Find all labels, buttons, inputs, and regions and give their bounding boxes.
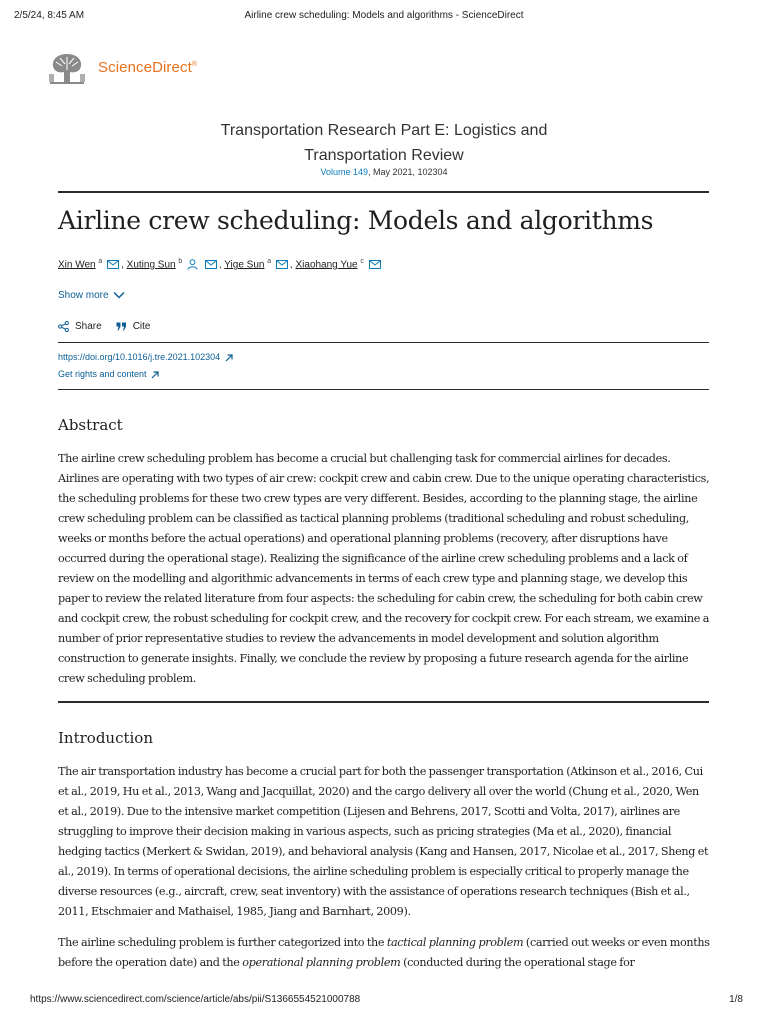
volume-info	[0, 167, 768, 177]
divider	[58, 191, 709, 193]
abstract-heading: Abstract	[58, 416, 123, 434]
affiliation-marker[interactable]: a	[98, 258, 103, 265]
page-number: 1/8	[729, 994, 743, 1005]
author-link[interactable]: Xin Wen	[58, 259, 96, 271]
email-icon[interactable]	[369, 260, 381, 269]
cite-button[interactable]	[116, 321, 151, 332]
email-icon[interactable]	[205, 260, 217, 269]
journal-line-2: Transportation Review	[304, 147, 464, 164]
print-url: https://www.sciencedirect.com/science/article/abs/pii/S1366554521000788	[30, 994, 361, 1005]
print-date: 2/5/24, 8:45 AM	[14, 10, 85, 21]
brand-name: ScienceDirect®	[98, 59, 198, 76]
email-icon[interactable]	[276, 260, 288, 269]
introduction-heading: Introduction	[58, 729, 153, 747]
journal-name[interactable]	[0, 118, 768, 168]
elsevier-tree-icon	[46, 48, 88, 86]
volume-link[interactable]: Volume 149	[320, 167, 368, 177]
email-icon[interactable]	[107, 260, 119, 269]
cite-label: Cite	[132, 321, 151, 332]
author-link[interactable]: Xiaohang Yue	[295, 259, 358, 271]
rights-link[interactable]: Get rights and content	[58, 369, 161, 379]
divider	[58, 342, 709, 343]
journal-line-1: Transportation Research Part E: Logistics and	[220, 122, 548, 139]
affiliation-marker[interactable]: b	[178, 258, 183, 265]
author-link[interactable]: Yige Sun	[224, 259, 265, 271]
chevron-down-icon	[113, 291, 125, 299]
share-button[interactable]	[58, 321, 102, 332]
show-more-button[interactable]	[58, 290, 127, 301]
print-page-title: Airline crew scheduling: Models and algorithms - ScienceDirect	[244, 10, 524, 21]
affiliation-marker[interactable]: a	[267, 258, 272, 265]
external-arrow-icon	[225, 354, 233, 362]
author-list: Xin Wen $^a$ , Xuting Sun $^b$ , Yige Sun $^a$ , Xiaohang Yue $^c$	[58, 258, 383, 270]
person-icon[interactable]	[187, 259, 198, 270]
divider	[58, 701, 709, 703]
affiliation-marker[interactable]: c	[360, 258, 364, 265]
share-icon	[58, 321, 69, 332]
author-link[interactable]: Xuting Sun	[126, 259, 176, 271]
article-title: Airline crew scheduling: Models and algorithms	[58, 206, 654, 235]
divider	[58, 389, 709, 390]
doi-link[interactable]: https://doi.org/10.1016/j.tre.2021.102304	[58, 352, 235, 362]
share-label: Share	[75, 321, 102, 332]
introduction-paragraph: The air transportation industry has become a crucial part for both the passenger transportation (Atkinson et al., 2016, Cui et al., 2019, Hu et al., 2013, Wang and Jacquillat, 2020) and the cargo delivery all over the world (Chung et al., 2020, Wen et al., 2019). Due to the intensive market competition (Lijesen and Behrens, 2017, Scotti and Volta, 2017), airlines are struggling to improve their decision making in various aspects, such as pricing strategies (Ma et al., 2020), financial hedging tactics (Merkert & Swidan, 2019), and behavioral analysis (Kang and Hansen, 2017, Nicolae et al., 2017, Sheng et al., 2019). In terms of operational decisions, the airline scheduling problem is especially critical to properly manage the diverse resources (e.g., aircraft, crew, seat inventory) with the assistance of operations research techniques (Bish et al., 2011, Etschmaier and Mathaisel, 1985, Jiang and Barnhart, 2009).	[58, 765, 709, 918]
quote-icon	[116, 322, 127, 331]
introduction-paragraph: The airline scheduling problem is further categorized into the tactical planning problem (carried out weeks or even months before the operation date) and the operational planning problem (conducted during the operational stage for	[58, 936, 710, 969]
external-arrow-icon	[151, 371, 159, 379]
abstract-text: The airline crew scheduling problem has become a crucial but challenging task for commercial airlines for decades. Airlines are operating with two types of air crew: cockpit crew and cabin crew. Due to the unique operating characteristics, the scheduling problems for these two crew types are very different. Besides, according to the planning stage, the airline crew scheduling problem can be classified as tactical planning problems (traditional scheduling and robust scheduling, weeks or months before the actual operations) and operational planning problems (recovery, after disruptions have occurred during the operational stage). Realizing the significance of the airline crew scheduling problems and a lack of review on the modelling and algorithmic advancements in terms of each crew type and planning stage, we develop this paper to review the related literature from four aspects: the scheduling for cabin crew, the scheduling for both cabin crew and cockpit crew, the robust scheduling for cockpit crew, and the recovery for cockpit crew. For each stream, we examine a number of prior representative studies to review the advancements in model development and solution algorithm construction to generate insights. Finally, we conclude the review by proposing a future research agenda for the airline crew scheduling problem.	[58, 452, 710, 685]
article-actions	[58, 321, 164, 332]
volume-date: , May 2021, 102304	[367, 167, 448, 177]
show-more-label: Show more	[58, 290, 109, 301]
